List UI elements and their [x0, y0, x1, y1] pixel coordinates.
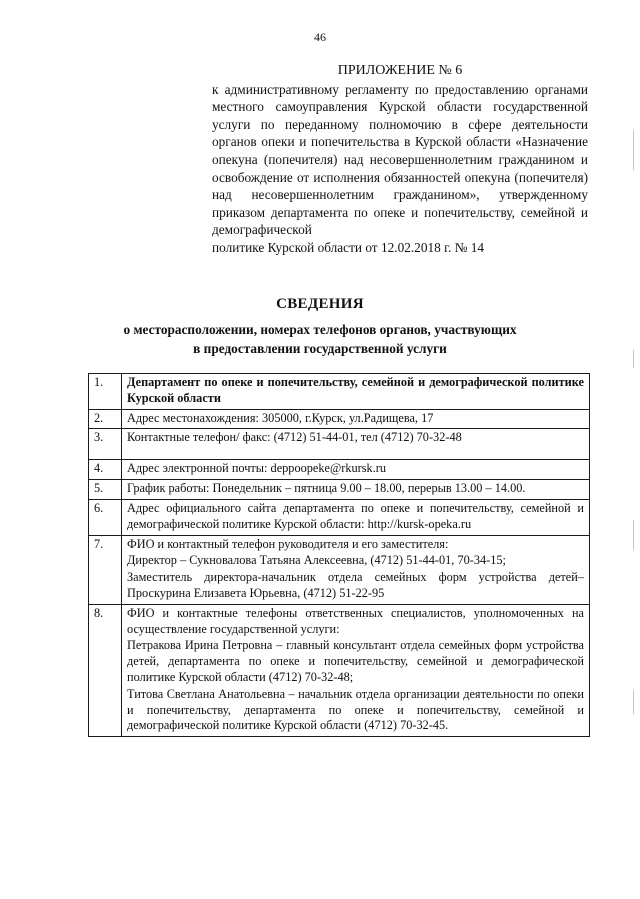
appendix-body — [212, 81, 588, 257]
appendix-title: ПРИЛОЖЕНИЕ № 6 — [337, 63, 463, 78]
row-number: 5. — [89, 480, 122, 500]
row-number: 3. — [89, 429, 122, 460]
row-paragraph: Заместитель директора-начальник отдела семейных форм устройства детей–Проскурина Елизавета Юрьевна, (4712) 51-22-95 — [127, 570, 584, 600]
row-text: График работы: Понедельник – пятница 9.00 – 18.00, перерыв 13.00 – 14.00. — [122, 480, 590, 500]
row-number: 6. — [89, 499, 122, 535]
row-text — [122, 604, 590, 736]
row-text: Адрес местонахождения: 305000, г.Курск, ул.Радищева, 17 — [122, 409, 590, 429]
row-text: Адрес официального сайта департамента по опеке и попечительству, семейной и демографической политике Курской области: http://kursk-opeka.ru — [122, 499, 590, 535]
row-paragraph: Титова Светлана Анатольевна – начальник отдела организации деятельности по опеки и попечительству, департамента по опеке и попечительству, семейной и демографической политике Курской области (4712) 70-32-45. — [127, 686, 584, 733]
appendix-text: к административному регламенту по предоставлению органами местного самоуправления Курской области государственной услуги по переданному полномочию в сфере деятельности органов опеки и попечительства в Курской области «Назначение опекуна (попечителя) над несовершеннолетним гражданином и освобождение от исполнения обязанностей опекуна (попечителя) над несовершеннолетним гражданином», утвержденному приказом департамента по опеке и попечительству, семейной и демографической — [212, 81, 588, 238]
row-number: 4. — [89, 460, 122, 480]
table-row — [89, 499, 590, 535]
document-heading — [60, 296, 580, 358]
heading-title: СВЕДЕНИЯ — [276, 296, 364, 312]
table-row — [89, 480, 590, 500]
row-text: Адрес электронной почты: deppoopeke@rkursk.ru — [122, 460, 590, 480]
row-number: 7. — [89, 535, 122, 604]
table-row — [89, 604, 590, 736]
table-row — [89, 409, 590, 429]
appendix-block — [212, 62, 588, 257]
page-number: 46 — [314, 30, 326, 44]
table-row — [89, 374, 590, 410]
row-paragraph: Петракова Ирина Петровна – главный консультант отдела семейных форм устройства детей, департамента по опеке и попечительству, семейной и демографической политике Курской области (4712) 70-32-48; — [127, 638, 584, 684]
appendix-last-line: политике Курской области от 12.02.2018 г. № 14 — [212, 239, 485, 255]
scan-margin-mark — [633, 350, 634, 368]
heading-subtitle-line-2: в предоставлении государственной услуги — [193, 341, 447, 356]
scan-margin-mark — [633, 690, 634, 714]
row-number: 1. — [89, 374, 122, 410]
row-paragraph: ФИО и контактные телефоны ответственных специалистов, уполномоченных на осуществление государственной услуги: — [127, 605, 584, 636]
row-text: Департамент по опеке и попечительству, семейной и демографической политике Курской области — [122, 374, 590, 410]
row-number: 8. — [89, 604, 122, 736]
row-paragraph: Директор – Сукновалова Татьяна Алексеевна, (4712) 51-44-01, 70-34-15; — [127, 553, 506, 568]
row-text — [122, 535, 590, 604]
heading-subtitle-line-1: о месторасположении, номерах телефонов органов, участвующих — [123, 322, 517, 337]
scan-margin-mark — [633, 520, 634, 550]
row-number: 2. — [89, 409, 122, 429]
info-table — [88, 373, 590, 737]
scan-margin-mark — [633, 130, 634, 170]
table-row — [89, 429, 590, 460]
row-paragraph: ФИО и контактный телефон руководителя и его заместителя: — [127, 536, 449, 551]
table-row — [89, 535, 590, 604]
table-row — [89, 460, 590, 480]
row-text: Контактные телефон/ факс: (4712) 51-44-01, тел (4712) 70-32-48 — [122, 429, 590, 460]
